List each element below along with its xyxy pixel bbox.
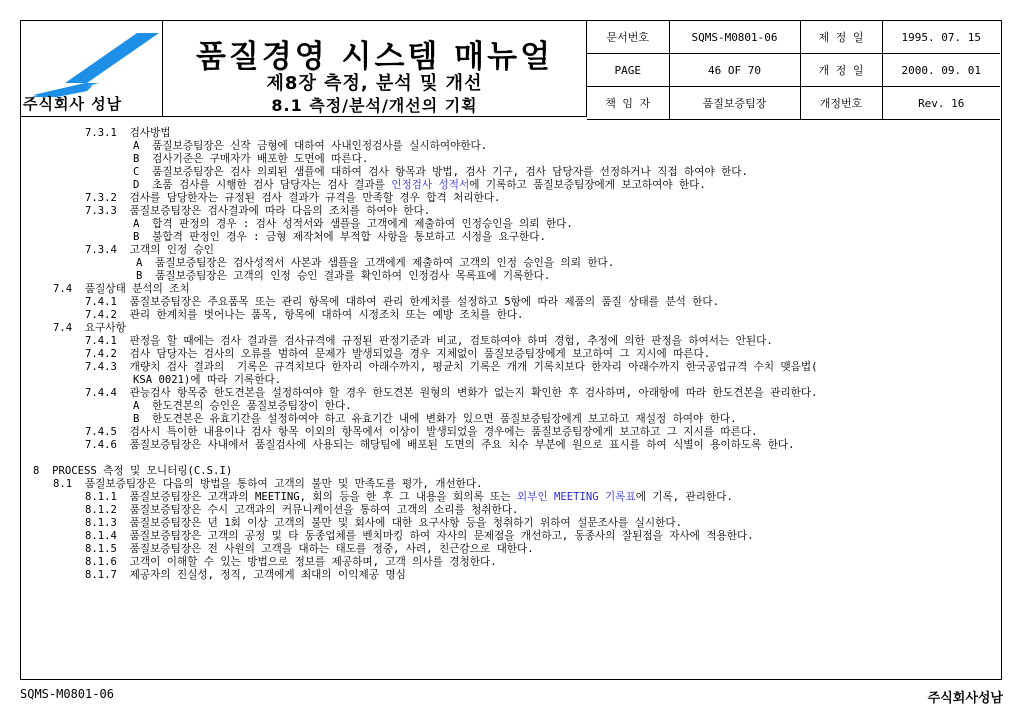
revision-label: 개정번호 [800,87,882,120]
body-line: 7.4.6 품질보증팀장은 사내에서 품질검사에 사용되는 해당팀에 배포된 도면의 주요 치수 부분에 원으로 표시를 하여 식별이 용이하도록 한다. [85,439,795,451]
inspection-report-link[interactable]: 인정검사 성적서 [391,179,470,191]
body-line: A 품질보증팀장은 신작 금형에 대하여 사내인정검사를 실시하여야한다. [133,140,488,152]
revised-date-label: 개 정 일 [800,54,882,87]
owner-label: 책 임 자 [587,87,669,120]
revised-date-value: 2000. 09. 01 [882,54,1000,87]
body-line: A 합격 판정의 경우 : 검사 성적서와 샘플을 고객에게 제출하여 인정승인을 의뢰 한다. [133,218,573,230]
document-header [21,21,1000,117]
made-date-value: 1995. 07. 15 [882,21,1000,54]
body-line: 7.3.1 검사방법 [85,127,171,139]
body-text: 에 기록하고 품질보증팀장에게 보고하여야 한다. [469,179,706,191]
chapter-title: 제8장 측정, 분석 및 개선 [266,73,483,94]
body-line: B 불합격 판정인 경우 : 금형 제작처에 부적합 사항을 통보하고 시정을 요구한다. [133,231,546,243]
title-cell [163,21,587,117]
body-line: 7.3.3 품질보증팀장은 검사결과에 따라 다음의 조치를 하여야 한다. [85,205,431,217]
body-line: 8.1 품질보증팀장은 다음의 방법을 통하여 고객의 불만 및 만족도를 평가, 개선한다. [53,478,483,490]
body-text: 8.1.1 품질보증팀장은 고객과의 MEETING, 회의 등을 한 후 그 내용을 회의록 또는 [85,491,517,503]
body-line: B 검사기준은 구매자가 배포한 도면에 따른다. [133,153,369,165]
company-logo-icon [25,27,159,97]
body-line: 7.4 요구사항 [53,322,126,334]
body-line: 7.3.2 검사를 담당한자는 규정된 검사 결과가 규격을 만족할 경우 합격 처리한다. [85,192,501,204]
doc-no-label: 문서번호 [587,21,669,54]
body-line: KSA 0021)에 따라 기록한다. [133,374,282,386]
body-line: 7.4.2 관리 한계치를 벗어나는 품목, 항목에 대하여 시정조치 또는 예방 조치를 한다. [85,309,524,321]
body-line: 7.3.4 고객의 인정 승인 [85,244,215,256]
body-line: 8.1.4 품질보증팀장은 고객의 공정 및 타 동종업체를 벤치마킹 하여 자사의 문제점을 개선하고, 동종사의 잘된점을 자사에 적용한다. [85,530,754,542]
page-label: PAGE [587,54,669,87]
page-value: 46 OF 70 [669,54,800,87]
made-date-label: 제 정 일 [800,21,882,54]
body-line: 8.1.2 품질보증팀장은 수시 고객과의 커뮤니케이션을 통하여 고객의 소리를 청취한다. [85,504,519,516]
body-line: 7.4 품질상태 분석의 조치 [53,283,190,295]
body-line [85,491,733,504]
doc-no-value: SQMS-M0801-06 [669,21,800,54]
body-line: B 품질보증팀장은 고객의 인정 승인 결과를 확인하여 인정검사 목록표에 기록한다. [136,270,551,282]
meeting-record-link[interactable]: 외부인 MEETING 기록표 [516,491,636,503]
document-meta-table [587,21,1000,120]
owner-value: 품질보증팀장 [669,87,800,120]
document-frame [20,20,1002,680]
body-line: 8 PROCESS 측정 및 모니터링(C.S.I) [33,465,233,477]
revision-value: Rev. 16 [882,87,1000,120]
footer-doc-number: SQMS-M0801-06 [20,687,114,701]
body-line: 8.1.3 품질보증팀장은 년 1회 이상 고객의 불만 및 회사에 대한 요구사항 등을 청취하기 위하여 설문조사를 실시한다. [85,517,682,529]
manual-title: 품질경영 시스템 매뉴얼 [195,39,554,75]
section-title: 8.1 측정/분석/개선의 기획 [271,96,478,115]
body-line: 7.4.2 검사 담당자는 검사의 오류를 범하여 문제가 발생되었을 경우 지체없이 품질보증팀장에게 보고하여 그 지시에 따른다. [85,348,711,360]
body-line: 7.4.1 품질보증팀장은 주요품목 또는 관리 항목에 대하여 관리 한계치를 설정하고 5항에 따라 제품의 품질 상태를 분석 한다. [85,296,720,308]
body-line: C 품질보증팀장은 검사 의뢰된 샘플에 대하여 검사 항목과 방법, 검사 기구, 검사 담당자를 선정하거나 직접 하여야 한다. [133,166,748,178]
body-line: A 한도견본의 승인은 품질보증팀장이 한다. [133,400,352,412]
body-line: 8.1.6 고객이 이해할 수 있는 방법으로 정보를 제공하며, 고객 의사를 경청한다. [85,556,497,568]
body-line [133,179,706,192]
body-line: 7.4.5 검사시 특이한 내용이나 검사 항목 이외의 항목에서 이상이 발생되었을 경우에는 품질보증팀장에게 보고하고 그 지시를 따른다. [85,426,758,438]
logo-cell [21,21,163,117]
body-text: D 초품 검사를 시행한 검사 담당자는 검사 결과를 [133,179,392,191]
footer-company: 주식회사성남 [927,691,1003,706]
body-line: 7.4.4 관능검사 항목중 한도견본을 설정하여야 할 경우 한도견본 원형의 변화가 없는지 확인한 후 검사하며, 아래항에 따라 한도견본을 관리한다. [85,387,818,399]
body-line: 7.4.3 개량치 검사 결과의 기록은 규격치보다 한자리 아래수까지, 평균치 기록은 개개 기록치보다 한자리 아래수까지 한국공업규격 수치 맺음법( [85,361,818,373]
body-line: B 한도견본은 유효기간을 설정하여야 하고 유효기간 내에 변화가 있으면 품질보증팀장에게 보고하고 재설정 하여야 한다. [133,413,737,425]
body-line: 7.4.1 판정을 할 때에는 검사 결과를 검사규격에 규정된 판정기준과 비교, 검토하여야 하며 경험, 추정에 의한 판정을 하여서는 안된다. [85,335,773,347]
body-text: 에 기록, 관리한다. [635,491,733,503]
body-line: A 품질보증팀장은 검사성적서 사본과 샘플을 고객에게 제출하여 고객의 인정 승인을 의뢰 한다. [136,257,615,269]
document-body [21,117,1000,677]
company-name: 주식회사 성남 [23,95,123,113]
body-line: 8.1.5 품질보증팀장은 전 사원의 고객을 대하는 태도를 정중, 사려, 친근감으로 대한다. [85,543,534,555]
body-line: 8.1.7 제공자의 진실성, 정직, 고객에게 최대의 이익제공 명심 [85,569,406,581]
